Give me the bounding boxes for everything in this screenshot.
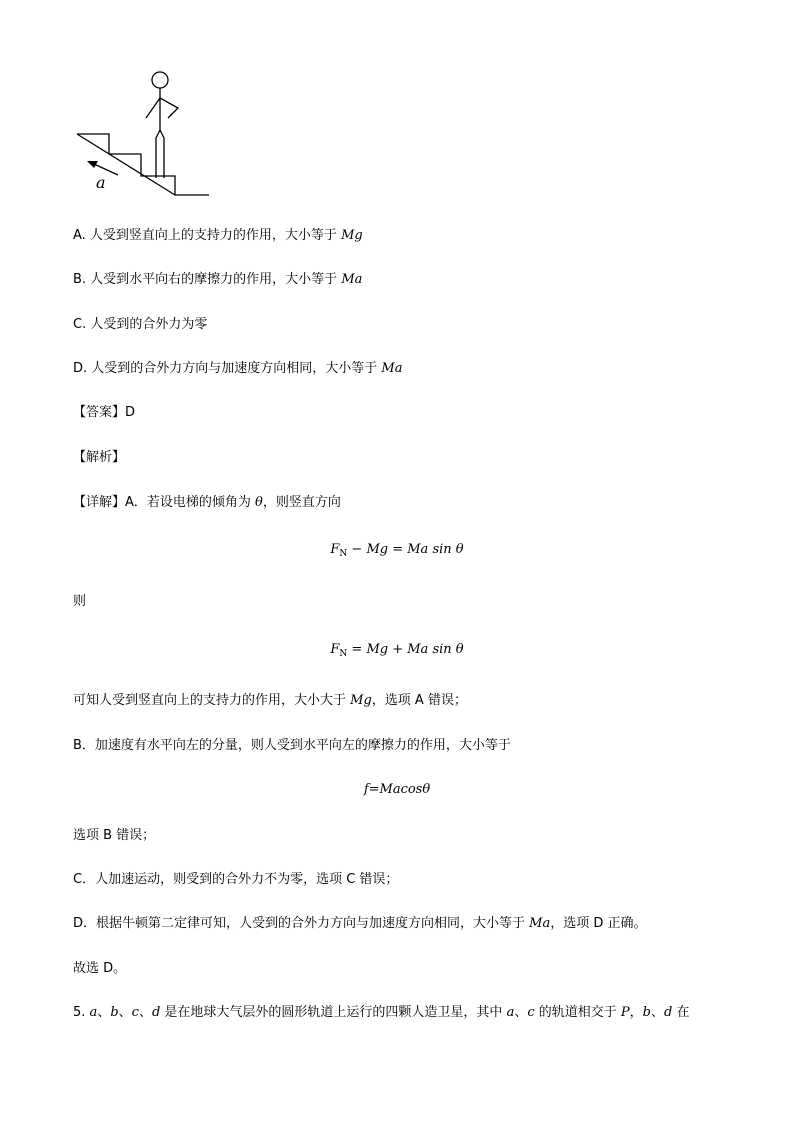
option-c [73, 316, 207, 334]
person-head [152, 72, 168, 88]
eq2-sub: N [339, 649, 348, 659]
q5-var-b: b [110, 1005, 119, 1020]
q5-var-c: c [131, 1005, 139, 1020]
option-b [73, 271, 362, 289]
eq3-text: f=Macosθ [363, 782, 431, 797]
q5-sep: 、 [118, 1005, 132, 1020]
d-line-var: Ma [529, 916, 551, 931]
eq1-sub: N [339, 549, 348, 559]
a-concl-var: Mg [350, 693, 372, 708]
a-concl-post: ，选项 A 错误； [371, 693, 467, 708]
q5-sep: ， [629, 1005, 643, 1020]
answer-value: D [125, 405, 136, 420]
person-left-arm [146, 98, 160, 118]
option-a-text: A. 人受到竖直向上的支持力的作用，大小等于 [73, 228, 342, 243]
q5-sep: 、 [138, 1005, 152, 1020]
q5-sep: 、 [650, 1005, 664, 1020]
q5-var-p: P [620, 1005, 630, 1020]
detail-b-line: B．加速度有水平向左的分量，则人受到水平向左的摩擦力的作用，大小等于 [73, 738, 511, 753]
equation-1 [0, 541, 794, 563]
option-d-var: Ma [381, 361, 403, 376]
option-c-text: C. 人受到的合外力为零 [73, 317, 208, 332]
eq2-force: F [330, 642, 340, 657]
answer-label: 【答案】 [73, 405, 126, 420]
detail-a-conclusion [73, 692, 467, 710]
option-d-text: D. 人受到的合外力方向与加速度方向相同，大小等于 [73, 361, 382, 376]
q5-var-c: c [527, 1005, 535, 1020]
detail-d-line [73, 915, 647, 933]
q5-var-a: a [506, 1005, 515, 1020]
detail-a-intro-post: ，则竖直方向 [262, 495, 341, 510]
analysis-label: 【解析】 [73, 450, 126, 465]
eq1-force: F [330, 542, 340, 557]
q5-number: 5. [73, 1005, 90, 1020]
option-a [73, 227, 363, 245]
escalator-figure [74, 68, 214, 200]
person-right-leg [160, 130, 164, 178]
q5-text-1: 是在地球大气层外的圆形轨道上运行的四颗人造卫星，其中 [160, 1005, 507, 1020]
detail-c-line: C．人加速运动，则受到的合外力不为零，选项 C 错误； [73, 872, 399, 887]
option-a-var: Mg [341, 228, 363, 243]
q5-var-d: d [664, 1005, 673, 1020]
acceleration-label: a [96, 173, 106, 192]
option-b-text: B. 人受到水平向右的摩擦力的作用，大小等于 [73, 272, 342, 287]
a-concl-pre: 可知人受到竖直向上的支持力的作用，大小大于 [73, 693, 351, 708]
q5-sep: 、 [514, 1005, 528, 1020]
answer-line [73, 404, 135, 422]
q5-sep: 、 [97, 1005, 111, 1020]
question-5 [73, 1004, 689, 1022]
q5-var-a: a [89, 1005, 98, 1020]
d-line-post: ，选项 D 正确。 [550, 916, 647, 931]
detail-a-intro-pre: 【详解】A．若设电梯的倾角为 [73, 495, 256, 510]
choose-line: 故选 D。 [73, 961, 127, 976]
eq2-rest: = Mg + Ma sin θ [347, 642, 464, 657]
option-d [73, 360, 402, 378]
eq1-rest: − Mg = Ma sin θ [347, 542, 464, 557]
detail-a-intro [73, 494, 341, 512]
q5-var-b: b [642, 1005, 651, 1020]
equation-3 [0, 781, 794, 799]
q5-var-d: d [151, 1005, 161, 1020]
detail-b-conclusion: 选项 B 错误； [73, 828, 156, 843]
d-line-pre: D．根据牛顿第二定律可知，人受到的合外力方向与加速度方向相同，大小等于 [73, 916, 530, 931]
theta-symbol: θ [255, 495, 263, 510]
option-b-var: Ma [341, 272, 363, 287]
q5-text-3: 在 [672, 1005, 690, 1020]
person-left-leg [156, 130, 160, 178]
q5-text-2: 的轨道相交于 [534, 1005, 621, 1020]
equation-2 [0, 641, 794, 663]
person-right-arm [160, 98, 178, 118]
then-text: 则 [73, 594, 87, 609]
